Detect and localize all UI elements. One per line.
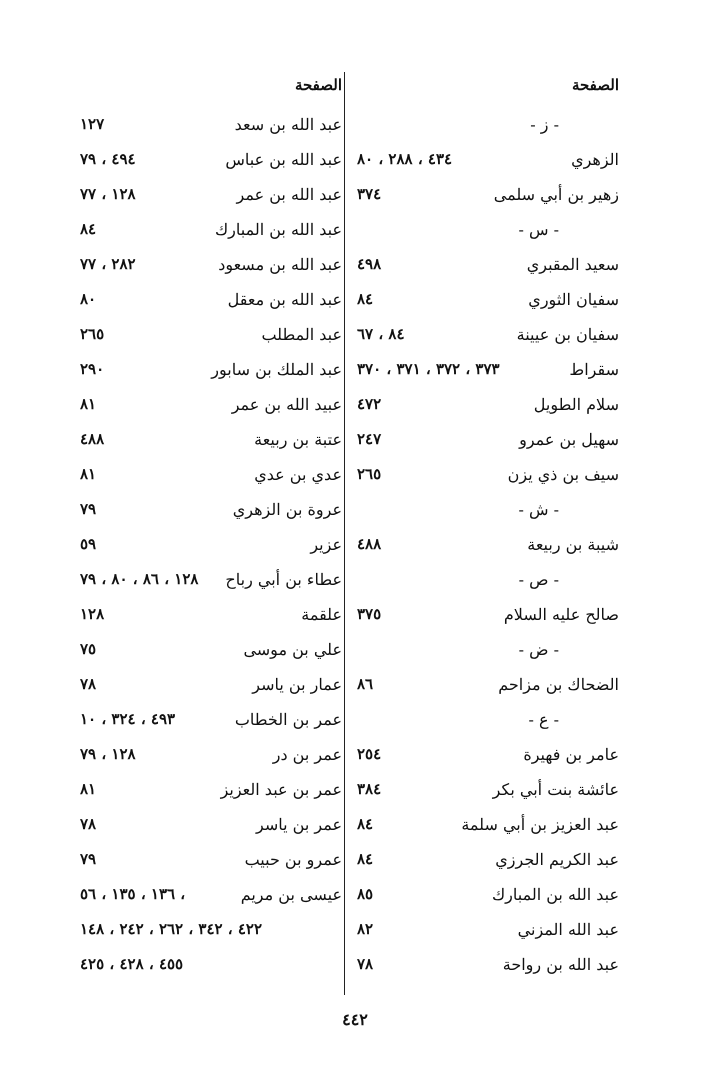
index-entry [357, 668, 619, 703]
index-entry [357, 248, 619, 283]
index-entry [357, 388, 619, 423]
entry-page-numbers: ٨٤ [357, 815, 374, 833]
entry-name: سفيان بن عيينة [516, 325, 619, 344]
entry-name: عبد الله بن عباس [225, 150, 342, 169]
index-entry [80, 143, 342, 178]
index-entry [357, 773, 619, 808]
index-entry [80, 353, 342, 388]
entry-page-numbers: ، ١٣٦ ، ١٣٥ ، ٥٦ [80, 885, 186, 903]
entry-page-numbers: ٧٨ [80, 675, 97, 693]
index-entry [80, 843, 342, 878]
entry-page-numbers: ٣٧٥ [357, 605, 382, 623]
entry-page-numbers: ٢٥٤ [357, 745, 382, 763]
index-entry [80, 948, 342, 983]
letter-section-heading [357, 493, 619, 528]
index-entry [357, 843, 619, 878]
index-entry [357, 318, 619, 353]
entry-name: عدي بن عدي [254, 465, 342, 484]
index-entry [80, 108, 342, 143]
entry-name: عزير [310, 535, 342, 554]
index-entry [357, 353, 619, 388]
letter-heading-label: - ش - [518, 500, 559, 519]
index-entry [80, 458, 342, 493]
column-header-right: الصفحة [571, 76, 619, 94]
entry-page-numbers: ٢٦٥ [357, 465, 382, 483]
index-entry [357, 598, 619, 633]
entry-name: سفيان الثوري [528, 290, 619, 309]
entry-name: عمرو بن حبيب [244, 850, 342, 869]
letter-section-heading [357, 703, 619, 738]
index-entry [80, 668, 342, 703]
entry-page-numbers: ٢٩٠ [80, 360, 105, 378]
index-column-right [357, 62, 619, 983]
index-entry [357, 878, 619, 913]
index-entry [80, 493, 342, 528]
entry-name: عبد الله بن المبارك [491, 885, 619, 904]
letter-section-heading [357, 108, 619, 143]
index-entry [357, 913, 619, 948]
entry-page-numbers: ٣٨٤ [357, 780, 382, 798]
entry-name: عامر بن فهيرة [523, 745, 619, 764]
entry-name: عبد الله بن مسعود [218, 255, 342, 274]
entry-page-numbers: ٨٢ [357, 920, 374, 938]
entry-name: عائشة بنت أبي بكر [492, 780, 619, 799]
entry-page-numbers: ١٢٨ ، ٧٩ [80, 745, 136, 763]
entry-page-numbers: ٨٥ [357, 885, 374, 903]
index-entry [80, 213, 342, 248]
letter-section-heading [357, 213, 619, 248]
index-list-left [80, 108, 342, 983]
entry-page-numbers: ٣٧٤ [357, 185, 382, 203]
letter-heading-label: - س - [518, 220, 559, 239]
index-entry [357, 528, 619, 563]
index-entry [357, 458, 619, 493]
entry-page-numbers: ٤٨٨ [357, 535, 382, 553]
entry-page-numbers: ٧٥ [80, 640, 97, 658]
entry-page-numbers: ٨٤ [80, 220, 97, 238]
index-list-right [357, 108, 619, 983]
entry-page-numbers: ٨٠ [80, 290, 97, 308]
entry-page-numbers: ٤٥٥ ، ٤٢٨ ، ٤٢٥ [80, 955, 184, 973]
entry-page-numbers: ٢٦٥ [80, 325, 105, 343]
entry-name: عبد الله بن عمر [236, 185, 342, 204]
entry-name: عمر بن در [272, 745, 342, 764]
entry-name: صالح عليه السلام [503, 605, 619, 624]
entry-name: الضحاك بن مزاحم [498, 675, 619, 694]
letter-section-heading [357, 633, 619, 668]
entry-name: سعيد المقبري [526, 255, 619, 274]
entry-name: عمر بن عبد العزيز [220, 780, 342, 799]
entry-page-numbers: ٨٤ [357, 290, 374, 308]
entry-page-numbers: ٨١ [80, 780, 97, 798]
index-entry [80, 248, 342, 283]
entry-name: عبد الله بن رواحة [502, 955, 619, 974]
index-entry [80, 528, 342, 563]
index-column-left [80, 62, 342, 983]
letter-heading-label: - ص - [518, 570, 559, 589]
entry-page-numbers: ٨١ [80, 465, 97, 483]
index-entry [80, 178, 342, 213]
entry-name: الزهري [571, 150, 619, 169]
entry-name: شيبة بن ربيعة [527, 535, 619, 554]
index-entry [357, 143, 619, 178]
index-entry [357, 283, 619, 318]
index-entry [80, 878, 342, 913]
page-number: ٤٤٢ [342, 1010, 368, 1029]
entry-name: عبد الله بن سعد [234, 115, 342, 134]
entry-name: عبد العزيز بن أبي سلمة [461, 815, 619, 834]
entry-name: عطاء بن أبي رباح [225, 570, 342, 589]
index-entry [357, 423, 619, 458]
entry-page-numbers: ٨٤ ، ٦٧ [357, 325, 405, 343]
entry-name: سهيل بن عمرو [519, 430, 619, 449]
entry-page-numbers: ٧٩ [80, 500, 97, 518]
entry-page-numbers: ٨١ [80, 395, 97, 413]
entry-page-numbers: ٢٨٢ ، ٧٧ [80, 255, 136, 273]
index-entry [80, 703, 342, 738]
index-entry [357, 738, 619, 773]
entry-name: عمر بن الخطاب [234, 710, 342, 729]
entry-page-numbers: ٤٩٤ ، ٧٩ [80, 150, 136, 168]
entry-page-numbers: ١٢٨ [80, 605, 105, 623]
entry-name: عبد الله بن المبارك [214, 220, 342, 239]
entry-name: عتبة بن ربيعة [254, 430, 342, 449]
index-entry [80, 318, 342, 353]
letter-heading-label: - ض - [518, 640, 559, 659]
entry-name: عبيد الله بن عمر [231, 395, 342, 414]
entry-page-numbers: ١٢٨ ، ٨٦ ، ٨٠ ، ٧٩ [80, 570, 199, 588]
entry-name: علقمة [301, 605, 342, 624]
index-entry [80, 423, 342, 458]
letter-heading-label: - ز - [530, 115, 559, 134]
entry-name: عروة بن الزهري [232, 500, 342, 519]
index-entry [80, 388, 342, 423]
entry-page-numbers: ٧٩ [80, 850, 97, 868]
entry-name: عبد الكريم الجرزي [495, 850, 619, 869]
index-entry [80, 773, 342, 808]
letter-heading-label: - ع - [528, 710, 559, 729]
entry-page-numbers: ١٢٨ ، ٧٧ [80, 185, 136, 203]
entry-name: عيسى بن مريم [240, 885, 342, 904]
entry-name: سقراط [569, 360, 619, 379]
entry-page-numbers: ٧٨ [357, 955, 374, 973]
entry-name: سلام الطويل [533, 395, 619, 414]
index-entry [80, 913, 342, 948]
index-entry [80, 808, 342, 843]
entry-page-numbers: ٨٤ [357, 850, 374, 868]
entry-name: عبد الله بن معقل [227, 290, 342, 309]
entry-page-numbers: ٣٧٣ ، ٣٧٢ ، ٣٧١ ، ٣٧٠ [357, 360, 500, 378]
index-entry [357, 808, 619, 843]
index-entry [357, 948, 619, 983]
column-divider [344, 72, 345, 995]
index-entry [80, 283, 342, 318]
entry-page-numbers: ٤٩٨ [357, 255, 382, 273]
entry-page-numbers: ٤٧٢ [357, 395, 382, 413]
entry-name: عمار بن ياسر [252, 675, 342, 694]
entry-page-numbers: ٨٦ [357, 675, 374, 693]
entry-page-numbers: ١٢٧ [80, 115, 105, 133]
entry-page-numbers: ٤٨٨ [80, 430, 105, 448]
entry-name: عبد الملك بن سابور [211, 360, 342, 379]
entry-name: علي بن موسى [243, 640, 342, 659]
index-entry [80, 563, 342, 598]
index-entry [80, 598, 342, 633]
index-entry [80, 738, 342, 773]
entry-name: عمر بن ياسر [256, 815, 342, 834]
column-header-left: الصفحة [294, 76, 342, 94]
entry-page-numbers: ٤٩٣ ، ٣٢٤ ، ١٠ [80, 710, 176, 728]
entry-page-numbers: ٤٣٤ ، ٢٨٨ ، ٨٠ [357, 150, 453, 168]
entry-page-numbers: ٢٤٧ [357, 430, 382, 448]
entry-page-numbers: ٧٨ [80, 815, 97, 833]
entry-name: عبد المطلب [261, 325, 342, 344]
entry-name: سيف بن ذي يزن [507, 465, 619, 484]
index-entry [357, 178, 619, 213]
entry-page-numbers: ٤٢٢ ، ٣٤٢ ، ٢٦٢ ، ٢٤٢ ، ١٤٨ [80, 920, 263, 938]
index-entry [80, 633, 342, 668]
entry-name: عبد الله المزني [517, 920, 619, 939]
letter-section-heading [357, 563, 619, 598]
entry-page-numbers: ٥٩ [80, 535, 97, 553]
entry-name: زهير بن أبي سلمى [493, 185, 619, 204]
